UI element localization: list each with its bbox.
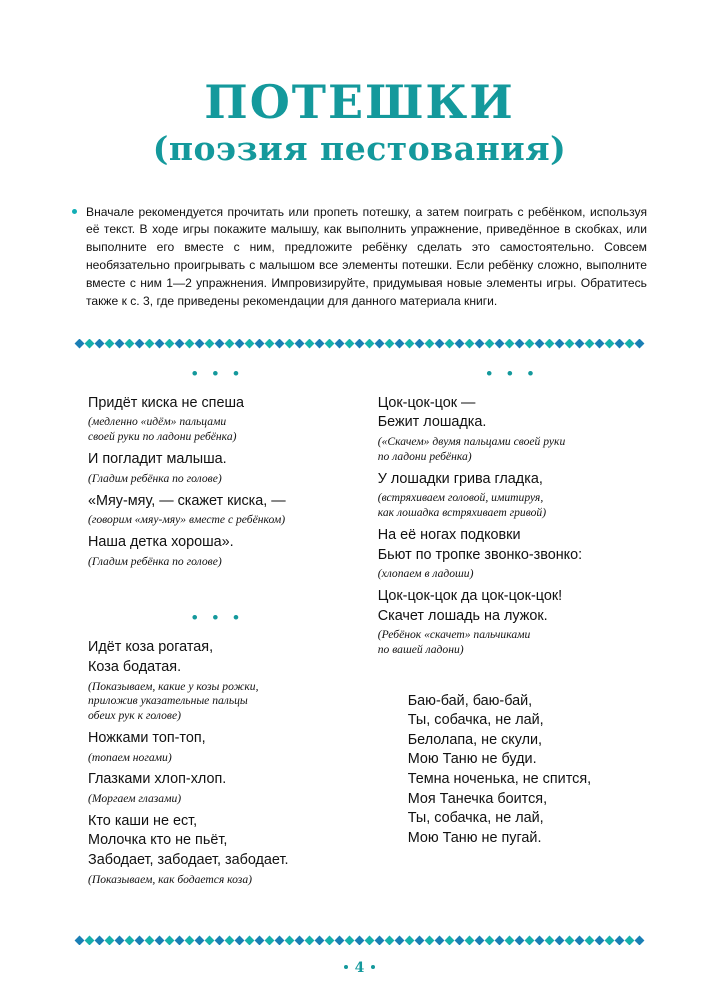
diamond-ornament-icon xyxy=(265,339,275,349)
lullaby-verse xyxy=(378,692,647,849)
diamond-ornament-icon xyxy=(495,935,505,945)
diamond-ornament-icon xyxy=(545,339,555,349)
stage-line: по ладони ребёнка) xyxy=(377,449,472,463)
diamond-ornament-icon xyxy=(265,935,275,945)
diamond-ornament-icon xyxy=(85,935,95,945)
verse-line: Мою Таню не пугай. xyxy=(407,829,542,846)
column-left xyxy=(72,365,348,892)
section-divider-dots: • • • xyxy=(191,608,245,628)
diamond-ornament-icon xyxy=(125,935,135,945)
diamond-ornament-icon xyxy=(545,935,555,945)
diamond-ornament-icon xyxy=(415,339,425,349)
stage-direction xyxy=(88,751,348,766)
stage-direction xyxy=(378,491,647,521)
diamond-ornament-icon xyxy=(435,935,445,945)
diamond-ornament-icon xyxy=(355,935,365,945)
diamond-ornament-icon xyxy=(585,935,595,945)
diamond-ornament-icon xyxy=(115,935,125,945)
diamond-ornament-icon xyxy=(155,935,165,945)
diamond-ornament-icon xyxy=(245,339,255,349)
verse-line: Баю-бай, баю-бай, xyxy=(407,692,533,709)
diamond-ornament-icon xyxy=(525,935,535,945)
page-title xyxy=(72,0,647,170)
diamond-ornament-icon xyxy=(575,935,585,945)
stage-line: (топаем ногами) xyxy=(88,750,172,764)
diamond-ornament-icon xyxy=(355,339,365,349)
diamond-ornament-icon xyxy=(85,339,95,349)
verse-line: Моя Танечка боится, xyxy=(407,790,548,807)
stage-line: (медленно «идём» пальцами xyxy=(88,415,227,429)
diamond-ornament-icon xyxy=(485,935,495,945)
diamond-ornament-icon xyxy=(435,339,445,349)
title-subtitle: (поэзия пестования) xyxy=(152,129,567,169)
stage-direction xyxy=(88,415,348,445)
page-dot-left-icon xyxy=(344,965,348,969)
diamond-ornament-icon xyxy=(325,339,335,349)
diamond-ornament-icon xyxy=(425,339,435,349)
verse-line: И погладит малыша. xyxy=(88,451,227,468)
stage-line: (Моргаем глазами) xyxy=(88,791,182,805)
diamond-ornament-icon xyxy=(635,935,645,945)
diamond-ornament-icon xyxy=(75,339,85,349)
diamond-ornament-icon xyxy=(575,339,585,349)
diamond-ornament-icon xyxy=(275,339,285,349)
verse-text xyxy=(88,770,348,790)
diamond-ornament-icon xyxy=(395,935,405,945)
diamond-ornament-icon xyxy=(95,339,105,349)
diamond-ornament-icon xyxy=(405,935,415,945)
diamond-ornament-icon xyxy=(615,935,625,945)
diamond-ornament-icon xyxy=(495,339,505,349)
diamond-ornament-icon xyxy=(215,935,225,945)
verse-text xyxy=(88,492,348,512)
diamond-ornament-icon xyxy=(465,935,475,945)
diamond-ornament-icon xyxy=(425,935,435,945)
diamond-ornament-icon xyxy=(385,935,395,945)
diamond-ornament-icon xyxy=(245,935,255,945)
verse-line: На её ногах подковки xyxy=(377,526,521,543)
verse-line: Идёт коза рогатая, xyxy=(88,639,214,656)
diamond-ornament-icon xyxy=(275,935,285,945)
diamond-ornament-icon xyxy=(255,339,265,349)
diamond-ornament-icon xyxy=(295,935,305,945)
diamond-ornament-icon xyxy=(565,935,575,945)
diamond-ornament-icon xyxy=(185,339,195,349)
verse-line: Наша детка хороша». xyxy=(88,533,234,550)
diamond-ornament-icon xyxy=(325,935,335,945)
verse-line: Мою Таню не буди. xyxy=(407,751,537,768)
verse-text xyxy=(88,394,348,414)
diamond-ornament-icon xyxy=(555,339,565,349)
stage-line: по вашей ладони) xyxy=(377,642,464,656)
decorative-rule-top xyxy=(72,339,647,349)
diamond-ornament-icon xyxy=(485,339,495,349)
diamond-ornament-icon xyxy=(295,339,305,349)
page-dot-right-icon xyxy=(371,965,375,969)
verse-line: Цок-цок-цок да цок-цок-цок! xyxy=(377,587,563,604)
stage-direction xyxy=(88,792,348,807)
page-number-value: 4 xyxy=(354,960,365,976)
diamond-ornament-icon xyxy=(525,339,535,349)
stage-line: (Ребёнок «скачет» пальчиками xyxy=(377,628,531,642)
stage-line: обеих рук к голове) xyxy=(88,709,181,723)
verse-line: Белолапа, не скули, xyxy=(407,731,543,748)
stage-line: (встряхиваем головой, имитируя, xyxy=(377,491,544,505)
diamond-ornament-icon xyxy=(605,339,615,349)
diamond-ornament-icon xyxy=(405,339,415,349)
diamond-ornament-icon xyxy=(105,339,115,349)
diamond-ornament-icon xyxy=(555,935,565,945)
diamond-ornament-icon xyxy=(365,935,375,945)
diamond-ornament-icon xyxy=(195,339,205,349)
diamond-ornament-icon xyxy=(445,339,455,349)
verse-line: Молочка кто не пьёт, xyxy=(88,832,228,849)
verse-text xyxy=(88,450,348,470)
diamond-ornament-icon xyxy=(415,935,425,945)
intro-text: Вначале рекомендуется прочитать или пропеть потешку, а затем поиграть с ребёнком, используя её текст. В ходе игры покажите малышу, как выполнить упражнение, приведённое в скобках, или выполните его вместе с ним, предложите ребёнку сделать это самостоятельно. Совсем необязательно проигрывать с малышом все элементы потешки. Если ребёнку сложно, выполните вместе с ним 1—2 упражнения. Импровизируйте, придумывая новые элементы игры. Обратитесь также к с. 3, где приведены рекомендации для данного материала книги. xyxy=(86,204,647,308)
diamond-ornament-icon xyxy=(625,339,635,349)
diamond-ornament-icon xyxy=(175,935,185,945)
bullet-icon xyxy=(72,209,77,214)
diamond-ornament-icon xyxy=(195,935,205,945)
diamond-ornament-icon xyxy=(455,935,465,945)
diamond-ornament-icon xyxy=(345,339,355,349)
verse-line: Ты, собачка, не лай, xyxy=(407,810,544,827)
intro-paragraph xyxy=(72,204,647,311)
diamond-ornament-icon xyxy=(75,935,85,945)
diamond-ornament-icon xyxy=(395,339,405,349)
verse-line: Ты, собачка, не лай, xyxy=(407,712,544,729)
diamond-ornament-icon xyxy=(285,339,295,349)
diamond-ornament-icon xyxy=(335,339,345,349)
section-divider-dots: • • • xyxy=(191,363,245,383)
diamond-ornament-icon xyxy=(475,339,485,349)
verse-line: Бьют по тропке звонко-звонко: xyxy=(377,546,583,563)
verse-text xyxy=(88,533,348,553)
decorative-rule-bottom xyxy=(72,935,647,945)
diamond-ornament-icon xyxy=(515,935,525,945)
diamond-ornament-icon xyxy=(215,339,225,349)
diamond-ornament-icon xyxy=(475,935,485,945)
diamond-ornament-icon xyxy=(315,935,325,945)
diamond-ornament-icon xyxy=(595,935,605,945)
stage-direction xyxy=(378,567,647,582)
diamond-ornament-icon xyxy=(465,339,475,349)
diamond-ornament-icon xyxy=(135,339,145,349)
diamond-ornament-icon xyxy=(205,935,215,945)
verse-text xyxy=(378,526,647,565)
stage-line: приложив указательные пальцы xyxy=(88,694,248,708)
verse-text xyxy=(88,638,348,677)
verse-text xyxy=(88,729,348,749)
page-number xyxy=(0,960,719,976)
stage-line: (Показываем, какие у козы рожки, xyxy=(88,679,259,693)
diamond-ornament-icon xyxy=(225,935,235,945)
verse-line: Придёт киска не спеша xyxy=(88,394,245,411)
diamond-ornament-icon xyxy=(535,935,545,945)
verse-line: Скачет лошадь на лужок. xyxy=(377,607,548,624)
title-main: ПОТЕШКИ xyxy=(204,75,515,129)
diamond-ornament-icon xyxy=(595,339,605,349)
diamond-ornament-icon xyxy=(95,935,105,945)
stage-direction xyxy=(88,555,348,570)
diamond-ornament-icon xyxy=(505,339,515,349)
verse-line: Бежит лошадка. xyxy=(377,414,487,431)
diamond-ornament-icon xyxy=(225,339,235,349)
stage-direction xyxy=(88,472,348,487)
verse-line: У лошадки грива гладка, xyxy=(377,470,543,487)
verse-text xyxy=(378,587,647,626)
stage-line: (Гладим ребёнка по голове) xyxy=(88,471,222,485)
verse-text xyxy=(378,470,647,490)
diamond-ornament-icon xyxy=(455,339,465,349)
stage-direction xyxy=(378,435,647,465)
verse-line: Глазками хлоп-хлоп. xyxy=(88,771,227,788)
diamond-ornament-icon xyxy=(505,935,515,945)
verse-line: Кто каши не ест, xyxy=(88,812,198,829)
diamond-ornament-icon xyxy=(235,935,245,945)
diamond-ornament-icon xyxy=(535,339,545,349)
stage-direction xyxy=(88,873,348,888)
column-right xyxy=(372,365,647,892)
diamond-ornament-icon xyxy=(375,339,385,349)
diamond-ornament-icon xyxy=(305,339,315,349)
diamond-ornament-icon xyxy=(315,339,325,349)
diamond-ornament-icon xyxy=(345,935,355,945)
verse-line: Ножками топ-топ, xyxy=(88,729,206,746)
verse-text xyxy=(378,394,647,433)
stage-line: (говорим «мяу-мяу» вместе с ребёнком) xyxy=(88,513,286,527)
diamond-ornament-icon xyxy=(635,339,645,349)
diamond-ornament-icon xyxy=(365,339,375,349)
diamond-ornament-icon xyxy=(335,935,345,945)
diamond-ornament-icon xyxy=(165,935,175,945)
verse-line: Коза бодатая. xyxy=(88,658,182,675)
diamond-ornament-icon xyxy=(515,339,525,349)
diamond-ornament-icon xyxy=(625,935,635,945)
diamond-ornament-icon xyxy=(255,935,265,945)
stage-line: (хлопаем в ладоши) xyxy=(377,567,474,581)
stage-line: («Скачем» двумя пальцами своей руки xyxy=(377,435,566,449)
diamond-ornament-icon xyxy=(105,935,115,945)
stage-direction xyxy=(378,628,647,658)
diamond-ornament-icon xyxy=(205,339,215,349)
diamond-ornament-icon xyxy=(185,935,195,945)
diamond-ornament-icon xyxy=(305,935,315,945)
diamond-ornament-icon xyxy=(145,339,155,349)
diamond-ornament-icon xyxy=(115,339,125,349)
diamond-ornament-icon xyxy=(165,339,175,349)
verse-line: «Мяу-мяу, — скажет киска, — xyxy=(88,492,286,509)
content-columns xyxy=(72,365,647,892)
diamond-ornament-icon xyxy=(605,935,615,945)
stage-direction xyxy=(88,680,348,724)
diamond-ornament-icon xyxy=(375,935,385,945)
stage-line: своей руки по ладони ребёнка) xyxy=(88,430,237,444)
verse-line: Темна ноченька, не спится, xyxy=(407,771,592,788)
diamond-ornament-icon xyxy=(135,935,145,945)
diamond-ornament-icon xyxy=(585,339,595,349)
diamond-ornament-icon xyxy=(285,935,295,945)
verse-text xyxy=(88,812,348,871)
diamond-ornament-icon xyxy=(565,339,575,349)
stage-line: (Показываем, как бодается коза) xyxy=(88,872,252,886)
verse-line: Забодает, забодает, забодает. xyxy=(88,851,289,868)
diamond-ornament-icon xyxy=(235,339,245,349)
diamond-ornament-icon xyxy=(125,339,135,349)
stage-direction xyxy=(88,513,348,528)
diamond-ornament-icon xyxy=(175,339,185,349)
diamond-ornament-icon xyxy=(615,339,625,349)
verse-line: Цок-цок-цок — xyxy=(377,394,476,411)
diamond-ornament-icon xyxy=(145,935,155,945)
diamond-ornament-icon xyxy=(445,935,455,945)
stage-line: как лошадка встряхивает гривой) xyxy=(377,506,547,520)
diamond-ornament-icon xyxy=(385,339,395,349)
diamond-ornament-icon xyxy=(155,339,165,349)
section-divider-dots: • • • xyxy=(486,363,539,383)
stage-line: (Гладим ребёнка по голове) xyxy=(88,554,222,568)
